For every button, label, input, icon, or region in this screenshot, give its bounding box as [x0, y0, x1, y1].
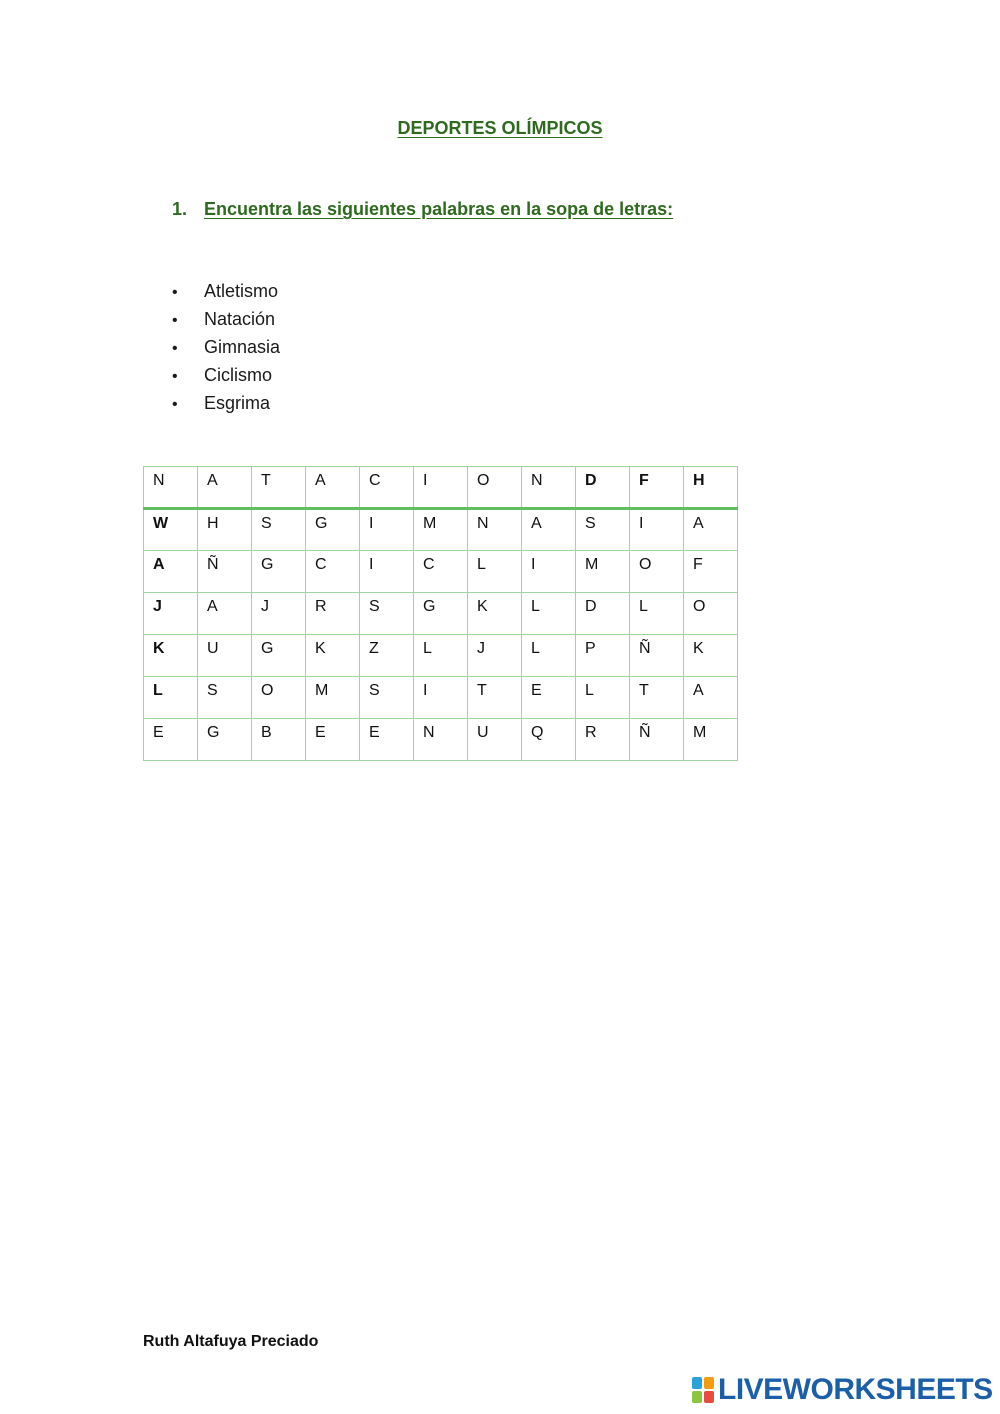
grid-cell: E [522, 677, 576, 719]
liveworksheets-logo [692, 1374, 993, 1406]
grid-cell: N [522, 467, 576, 509]
grid-cell: A [684, 509, 738, 551]
page-title: DEPORTES OLÍMPICOS [397, 118, 603, 138]
bullet-icon: • [172, 340, 178, 357]
grid-cell: L [414, 635, 468, 677]
list-item [172, 389, 280, 417]
grid-cell: N [144, 467, 198, 509]
grid-cell: M [414, 509, 468, 551]
grid-cell: D [576, 467, 630, 509]
grid-cell: J [144, 593, 198, 635]
grid-cell: C [414, 551, 468, 593]
grid-cell: C [360, 467, 414, 509]
grid-cell: A [522, 509, 576, 551]
grid-cell: S [360, 677, 414, 719]
grid-cell: L [576, 677, 630, 719]
grid-cell: K [468, 593, 522, 635]
grid-cell: P [576, 635, 630, 677]
grid-cell: H [684, 467, 738, 509]
grid-cell: S [360, 593, 414, 635]
grid-cell: Ñ [630, 719, 684, 761]
word-label: Natación [204, 309, 276, 329]
grid-cell: E [144, 719, 198, 761]
grid-cell: G [252, 635, 306, 677]
grid-cell: C [306, 551, 360, 593]
grid-cell: T [468, 677, 522, 719]
logo-tile [692, 1391, 702, 1403]
grid-cell: G [252, 551, 306, 593]
logo-tile [704, 1391, 714, 1403]
grid-cell: E [360, 719, 414, 761]
grid-row [144, 593, 738, 635]
instruction-text: Encuentra las siguientes palabras en la sopa de letras: [204, 199, 674, 219]
grid-cell: A [198, 467, 252, 509]
grid-cell: L [468, 551, 522, 593]
grid-cell: J [468, 635, 522, 677]
grid-cell: S [198, 677, 252, 719]
grid-cell: K [306, 635, 360, 677]
bullet-icon: • [172, 396, 178, 413]
logo-tile [704, 1377, 714, 1389]
grid-cell: B [252, 719, 306, 761]
grid-row [144, 719, 738, 761]
grid-cell: G [414, 593, 468, 635]
logo-icon [692, 1377, 714, 1403]
grid-cell: L [522, 635, 576, 677]
grid-cell: H [198, 509, 252, 551]
grid-cell: I [414, 467, 468, 509]
grid-cell: G [198, 719, 252, 761]
grid-cell: O [630, 551, 684, 593]
grid-cell: R [576, 719, 630, 761]
grid-cell: W [144, 509, 198, 551]
grid-cell: S [576, 509, 630, 551]
grid-cell: I [522, 551, 576, 593]
word-label: Gimnasia [204, 337, 281, 357]
grid-cell: N [468, 509, 522, 551]
grid-cell: A [306, 467, 360, 509]
logo-text: LIVEWORKSHEETS [718, 1373, 993, 1406]
grid-cell: Ñ [630, 635, 684, 677]
grid-cell: A [198, 593, 252, 635]
grid-cell: U [468, 719, 522, 761]
grid-cell: M [684, 719, 738, 761]
grid-cell: F [630, 467, 684, 509]
grid-row [144, 677, 738, 719]
grid-cell: N [414, 719, 468, 761]
grid-cell: R [306, 593, 360, 635]
grid-row [144, 467, 738, 509]
grid-cell: K [684, 635, 738, 677]
bullet-icon: • [172, 284, 178, 301]
list-item [172, 361, 280, 389]
grid-cell: K [144, 635, 198, 677]
list-item [172, 333, 280, 361]
grid-cell: I [630, 509, 684, 551]
grid-cell: A [144, 551, 198, 593]
grid-cell: I [360, 551, 414, 593]
grid-cell: E [306, 719, 360, 761]
word-label: Esgrima [204, 393, 271, 413]
grid-cell: O [468, 467, 522, 509]
grid-row [144, 551, 738, 593]
grid-cell: U [198, 635, 252, 677]
grid-cell: Q [522, 719, 576, 761]
grid-cell: L [144, 677, 198, 719]
grid-cell: T [252, 467, 306, 509]
instruction [172, 199, 673, 220]
grid-cell: J [252, 593, 306, 635]
grid-cell: O [252, 677, 306, 719]
bullet-icon: • [172, 312, 178, 329]
grid-cell: T [630, 677, 684, 719]
grid-cell: Ñ [198, 551, 252, 593]
word-label: Ciclismo [204, 365, 273, 385]
word-list [172, 277, 280, 417]
grid-cell: D [576, 593, 630, 635]
instruction-number: 1. [172, 199, 188, 219]
bullet-icon: • [172, 368, 178, 385]
grid-cell: M [306, 677, 360, 719]
word-search-grid [143, 466, 738, 761]
list-item [172, 277, 280, 305]
author-name: Ruth Altafuya Preciado [143, 1333, 319, 1350]
grid-cell: G [306, 509, 360, 551]
grid-cell: A [684, 677, 738, 719]
grid-cell: L [522, 593, 576, 635]
grid-row [144, 509, 738, 551]
grid-cell: I [360, 509, 414, 551]
grid-cell: M [576, 551, 630, 593]
grid-cell: S [252, 509, 306, 551]
logo-tile [692, 1377, 702, 1389]
word-label: Atletismo [204, 281, 279, 301]
list-item [172, 305, 280, 333]
grid-cell: I [414, 677, 468, 719]
grid-cell: L [630, 593, 684, 635]
grid-cell: Z [360, 635, 414, 677]
grid-row [144, 635, 738, 677]
grid-cell: F [684, 551, 738, 593]
grid-cell: O [684, 593, 738, 635]
